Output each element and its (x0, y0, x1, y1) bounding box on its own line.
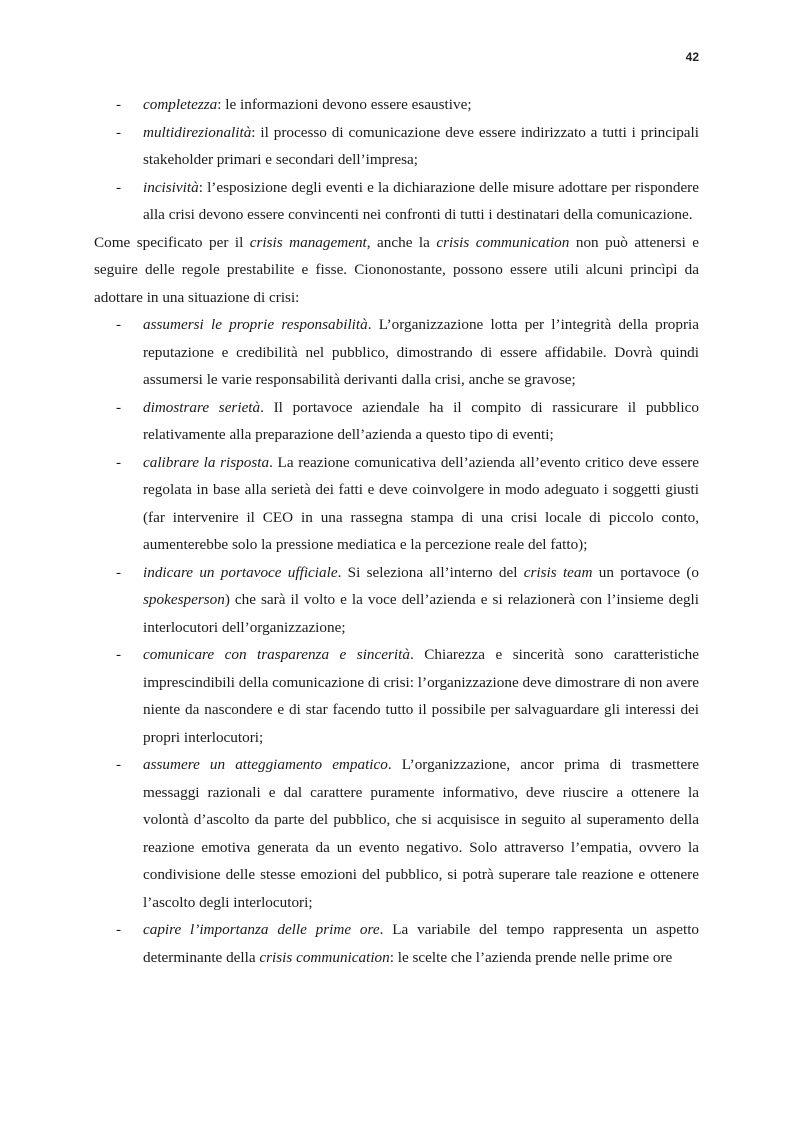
list-text: . L’organizzazione, ancor prima di trasmettere messaggi razionali e dal carattere puramente informativo, deve riuscire a ottenere la volontà d’ascolto da parte del pubblico, che si acquisisce in seguito al superamento della reazione emotiva generata da un evento negativo. Solo attraverso l’empatia, ovvero la condivisione delle stesse emozioni del pubblico, si potrà superare tale reazione e ottenere l’ascolto degli interlocutori; (143, 756, 699, 911)
paragraph-italic: crisis communication (436, 233, 570, 251)
list-term: calibrare la risposta (143, 453, 270, 471)
principles-list (94, 311, 699, 971)
list-term: multidirezionalità (143, 123, 252, 141)
list-term: completezza (143, 96, 218, 113)
list-text: : il processo di comunicazione deve essere indirizzato a tutti i principali stakeholder primari e secondari dell’impresa; (143, 123, 699, 168)
list-item (94, 119, 699, 174)
list-italic: spokesperson (143, 591, 225, 608)
page-number: 42 (685, 50, 699, 64)
list-item (94, 174, 699, 229)
list-text: . Chiarezza e sincerità sono caratteristiche imprescindibili della comunicazione di crisi: l’organizzazione deve dimostrare di non avere niente da nascondere e di star facendo tutto il possibile per salvaguardare gli interessi dei propri interlocutori; (143, 646, 699, 746)
list-term: assumere un atteggiamento empatico (143, 756, 388, 773)
list-italic: crisis communication (259, 948, 390, 966)
list-term: comunicare con trasparenza e sincerità (143, 646, 410, 663)
list-item (94, 311, 699, 394)
list-text: . L’organizzazione lotta per l’integrità della propria reputazione e credibilità nel pubblico, dimostrando di essere affidabile. Dovrà quindi assumersi le varie responsabilità derivanti dalla crisi, anche se gravose; (143, 316, 699, 388)
bullet-dash: - (116, 563, 122, 581)
body-paragraph (94, 229, 699, 312)
paragraph-text: non può attenersi e seguire delle regole prestabilite e fisse. Ciononostante, possono essere utili alcuni princìpi da adottare in una situazione di crisi: (94, 233, 699, 306)
bullet-dash: - (116, 453, 122, 471)
list-item (94, 751, 699, 916)
list-item (94, 91, 699, 119)
list-term: incisività (143, 178, 199, 196)
list-text: . Il portavoce aziendale ha il compito di rassicurare il pubblico relativamente alla preparazione dell’azienda a questo tipo di eventi; (143, 398, 699, 443)
paragraph-text: Come specificato per il (94, 233, 250, 251)
bullet-dash: - (116, 398, 122, 416)
list-text: . La reazione comunicativa dell’azienda all’evento critico deve essere regolata in base alla serietà dei fatti e deve coinvolgere in modo adeguato i soggetti giusti (far intervenire il CEO in una rassegna stampa di una crisi locale di piccolo conto, aumenterebbe solo la pressione mediatica e la percezione reale del fatto); (143, 453, 699, 553)
list-item (94, 394, 699, 449)
list-text: ) che sarà il volto e la voce dell’azienda e si relazionerà con l’insieme degli interlocutori dell’organizzazione; (143, 591, 699, 636)
list-item (94, 916, 699, 971)
bullet-dash: - (116, 178, 122, 196)
list-text: . La variabile del tempo rappresenta un aspetto determinante della (143, 921, 700, 966)
page-body (94, 91, 699, 971)
list-term: capire l’importanza delle prime ore (143, 921, 380, 938)
criteria-list (94, 91, 699, 229)
bullet-dash: - (116, 756, 122, 773)
list-term: assumersi le proprie responsabilità (143, 316, 368, 333)
list-term: indicare un portavoce ufficiale (143, 563, 338, 581)
bullet-dash: - (116, 921, 122, 938)
list-text: un portavoce (o (592, 563, 700, 581)
paragraph-italic: crisis management (249, 233, 367, 251)
list-text: . Si seleziona all’interno del (337, 563, 524, 581)
list-italic: crisis team (523, 563, 593, 581)
bullet-dash: - (116, 123, 122, 141)
list-item (94, 641, 699, 751)
list-term: dimostrare serietà (143, 398, 261, 416)
list-text: : le scelte che l’azienda prende nelle prime ore (389, 948, 673, 966)
bullet-dash: - (116, 316, 122, 333)
paragraph-text: , anche la (366, 233, 437, 251)
list-item (94, 559, 699, 642)
list-text: : le informazioni devono essere esaustive; (217, 96, 472, 113)
bullet-dash: - (116, 96, 122, 113)
list-text: : l’esposizione degli eventi e la dichiarazione delle misure adottare per rispondere alla crisi devono essere convincenti nei confronti di tutti i destinatari della comunicazione. (143, 178, 699, 223)
list-item (94, 449, 699, 559)
bullet-dash: - (116, 646, 122, 663)
